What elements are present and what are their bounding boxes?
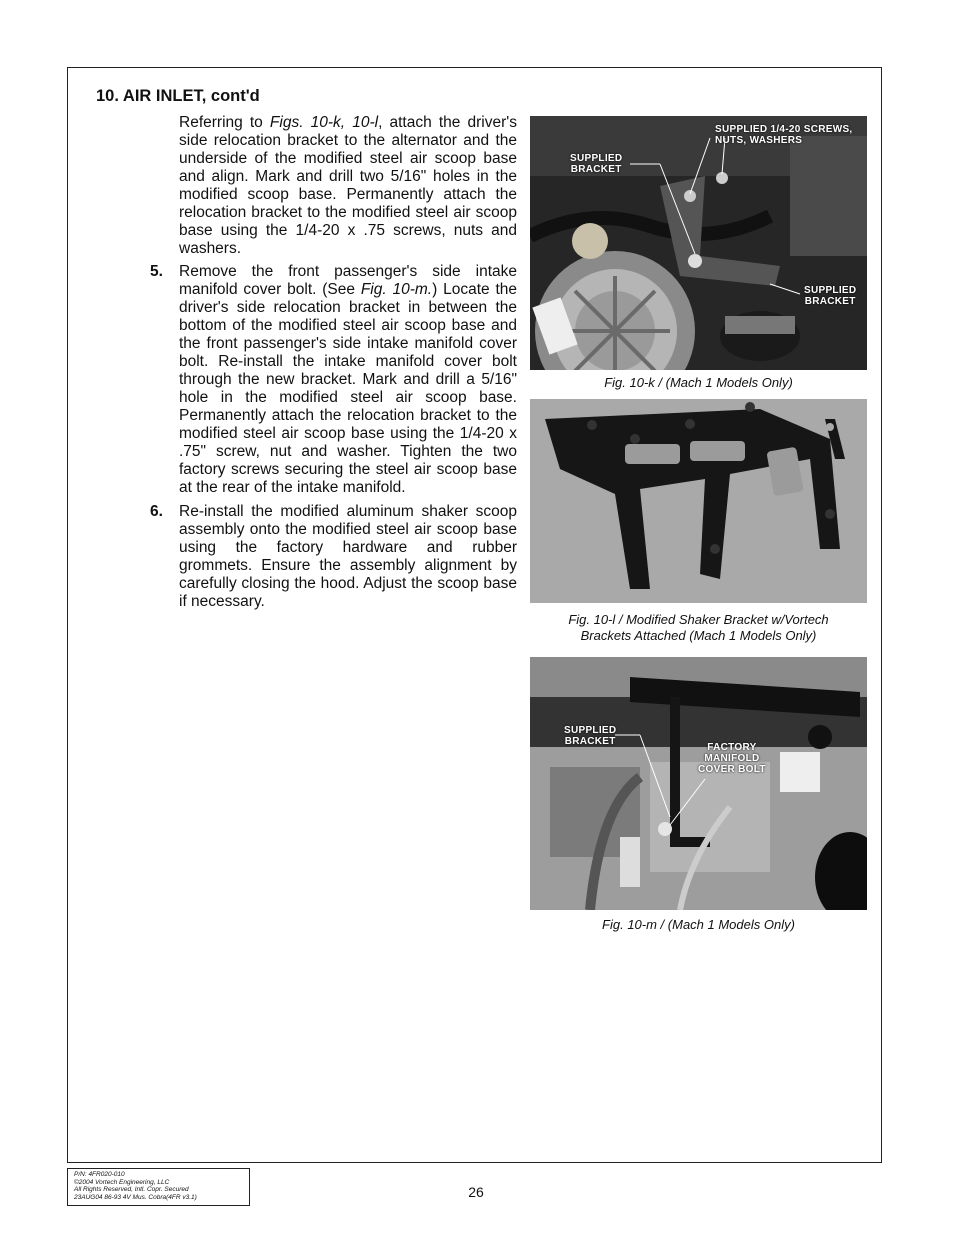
callout-supplied-screws: SUPPLIED 1/4-20 SCREWS, NUTS, WASHERS [715, 124, 853, 146]
step-text: Remove the front passenger's side intake manifold cover bolt. (See Fig. 10-m.) Locate the driver's side relocation bracket in between the bottom of the modified steel air scoop base and the front passenger's side intake manifold cover bolt. Re-install the intake manifold cover bolt through the new bracket. Mark and drill a 5/16" hole in the modified steel air scoop base. Permanently attach the relocation bracket to the modified steel air scoop base using the 1/4-20 x .75" screw, nut and washer. Tighten the two factory screws securing the steel air scoop base at the rear of the intake manifold. [179, 263, 517, 496]
figure-10l-caption: Fig. 10-l / Modified Shaker Bracket w/Vortech Brackets Attached (Mach 1 Models Only) [568, 612, 829, 643]
figure-10k-caption: Fig. 10-k / (Mach 1 Models Only) [604, 375, 793, 390]
figure-10k-photo [530, 116, 867, 370]
copyright: ©2004 Vortech Engineering, LLC [74, 1178, 170, 1186]
step-text: Re-install the modified aluminum shaker scoop assembly onto the modified steel air scoop base using the factory hardware and rubber grommets. Ensure the assembly alignment by carefully closing the hood. Adjust the scoop base if necessary. [179, 503, 517, 610]
figure-10m-photo [530, 657, 867, 910]
step-number: 5. [150, 263, 163, 280]
instruction-text [150, 114, 517, 617]
callout-factory-manifold-bolt: FACTORY MANIFOLD COVER BOLT [698, 742, 766, 775]
figure-10l-photo [530, 399, 867, 603]
step-5 [150, 263, 517, 497]
figure-reference: Fig. 10-m. [360, 281, 433, 298]
figure-reference: Figs. 10-k, 10-l [269, 114, 379, 131]
callout-supplied-bracket-left: SUPPLIED BRACKET [570, 153, 623, 175]
bracket-photo-illustration [530, 399, 867, 603]
manifold-photo-illustration [530, 657, 867, 910]
revision: 23AUG04 86-93 4V Mus. Cobra(4FR v3.1) [74, 1193, 197, 1201]
section-title: 10. AIR INLET, cont'd [96, 87, 260, 105]
callout-supplied-bracket: SUPPLIED BRACKET [564, 725, 617, 747]
step-6 [150, 503, 517, 611]
footer-copyright-box [67, 1168, 250, 1206]
part-number: P/N: 4FR020-010 [74, 1171, 125, 1178]
page-number: 26 [468, 1184, 484, 1200]
figure-10m-caption: Fig. 10-m / (Mach 1 Models Only) [602, 917, 795, 932]
rights: All Rights Reserved, Intl. Copr. Secured [74, 1186, 189, 1194]
callout-supplied-bracket-right: SUPPLIED BRACKET [804, 285, 857, 307]
intro-paragraph: Referring to Figs. 10-k, 10-l, attach the driver's side relocation bracket to the alternator and the underside of the modified steel air scoop base and align. Mark and drill two 5/16" holes in the modified scoop base. Permanently attach the relocation bracket to the modified steel air scoop base using the 1/4-20 x .75 screws, nuts and washers. [179, 114, 517, 257]
step-number: 6. [150, 503, 163, 520]
